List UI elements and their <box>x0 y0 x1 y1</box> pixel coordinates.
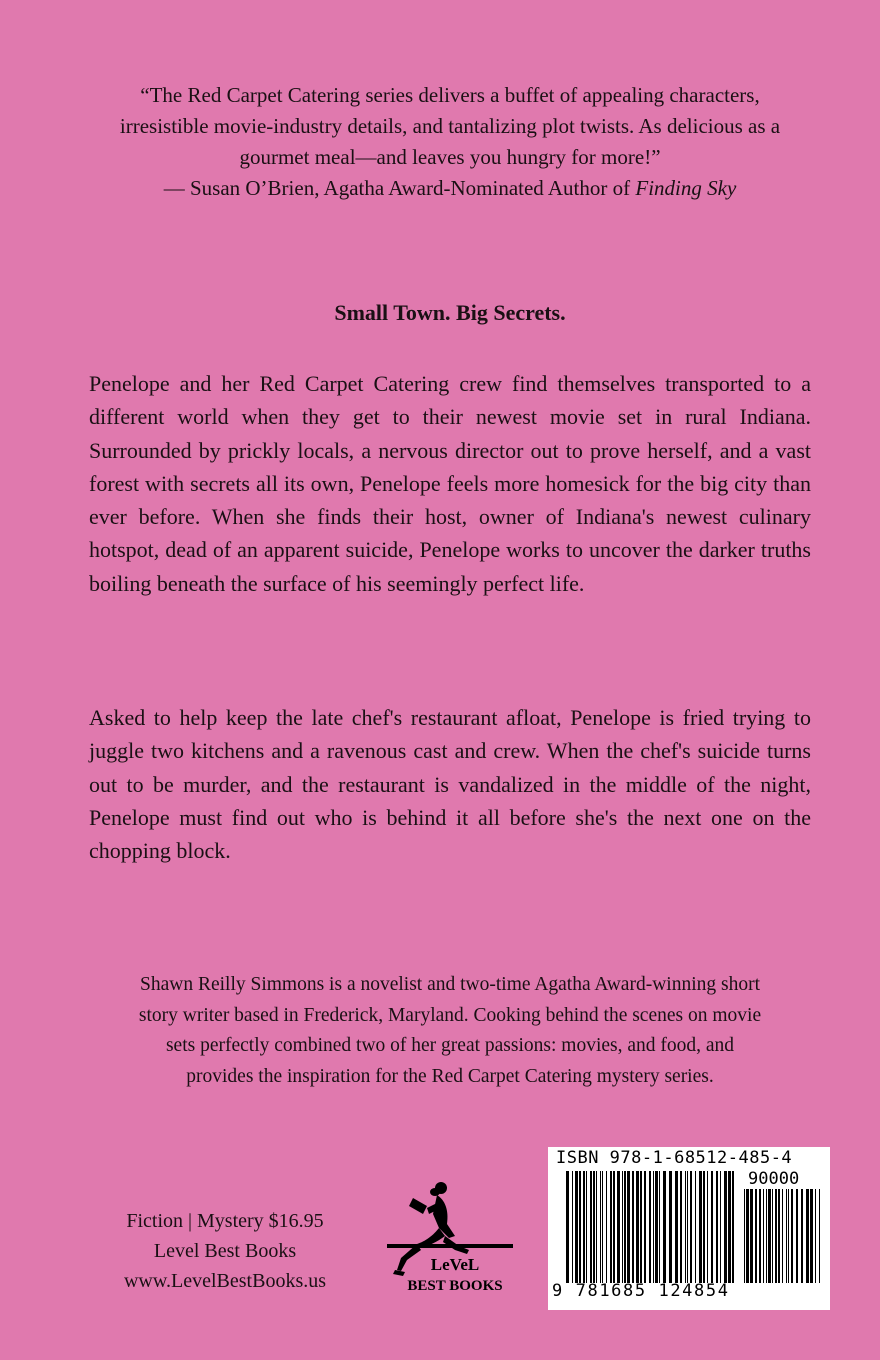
barcode-bar <box>606 1171 607 1283</box>
barcode-bar <box>602 1171 603 1283</box>
synopsis-paragraph-2: Asked to help keep the late chef's restaurant afloat, Penelope is fried trying to juggle two kitchens and a ravenous cast and crew. When the chef's suicide turns out to be murder, and the restaurant is vandalized in the middle of the night, Penelope must find out who is behind it all before she's the next one on the chopping block. <box>89 705 811 864</box>
barcode-bar <box>627 1171 630 1283</box>
quote-attribution-title: Finding Sky <box>635 176 737 200</box>
barcode-bar <box>600 1171 601 1283</box>
barcode-bar <box>653 1171 654 1283</box>
barcode-bar <box>663 1171 666 1283</box>
barcode-bar <box>763 1189 764 1283</box>
barcode-bar <box>590 1171 592 1283</box>
barcode-bar <box>655 1171 658 1283</box>
barcode-bar <box>593 1171 595 1283</box>
barcode-bar <box>782 1189 783 1283</box>
barcode-bar <box>632 1171 634 1283</box>
barcode-bar <box>750 1189 753 1283</box>
barcode-bar <box>610 1171 612 1283</box>
barcode-bar <box>716 1171 718 1283</box>
barcode-bar <box>649 1171 651 1283</box>
price-code: 90000 <box>748 1169 800 1189</box>
barcode-bar <box>675 1171 678 1283</box>
barcode-bar <box>685 1171 686 1283</box>
barcode-bar <box>755 1189 757 1283</box>
publisher-website[interactable]: www.LevelBestBooks.us <box>123 1270 327 1292</box>
barcode-bar <box>690 1171 692 1283</box>
barcode-bar <box>622 1171 623 1283</box>
barcode-bar <box>744 1189 745 1283</box>
barcode-digits: 9 781685 124854 <box>552 1281 730 1301</box>
barcode-bar <box>579 1171 581 1283</box>
barcode-bar <box>732 1171 734 1283</box>
barcode-bar <box>766 1189 767 1283</box>
barcode-bar <box>786 1189 787 1283</box>
barcode-bar <box>636 1171 639 1283</box>
level-best-books-logo <box>383 1180 518 1298</box>
barcode-bar <box>659 1171 660 1283</box>
isbn-barcode <box>548 1147 830 1310</box>
barcode-bar <box>806 1189 809 1283</box>
barcode-bar <box>711 1171 713 1283</box>
barcode-bar <box>613 1171 615 1283</box>
barcode-bars <box>566 1171 738 1283</box>
logo-shelf <box>387 1244 513 1248</box>
barcode-bar <box>687 1171 688 1283</box>
barcode-bar <box>640 1171 642 1283</box>
barcode-bar <box>724 1171 727 1283</box>
barcode-bar <box>596 1171 597 1283</box>
barcode-bar <box>759 1189 761 1283</box>
barcode-bar <box>801 1189 803 1283</box>
barcode-bar <box>566 1171 569 1283</box>
barcode-bar <box>791 1189 793 1283</box>
barcode-bar <box>819 1189 820 1283</box>
barcode-bar <box>768 1189 771 1283</box>
barcode-addon-bars <box>744 1189 822 1283</box>
barcode-bar <box>699 1171 702 1283</box>
barcode-bar <box>815 1189 816 1283</box>
barcode-bar <box>788 1189 789 1283</box>
barcode-bar <box>707 1171 708 1283</box>
barcode-bar <box>796 1189 798 1283</box>
barcode-bar <box>644 1171 646 1283</box>
barcode-bar <box>583 1171 585 1283</box>
barcode-bar <box>778 1189 780 1283</box>
barcode-bar <box>624 1171 626 1283</box>
publisher-info <box>90 1206 360 1296</box>
barcode-bar <box>680 1171 682 1283</box>
barcode-bar <box>810 1189 813 1283</box>
barcode-bar <box>586 1171 587 1283</box>
barcode-bar <box>772 1189 773 1283</box>
quote-attribution <box>110 173 790 204</box>
barcode-bar <box>572 1171 573 1283</box>
barcode-bar <box>746 1189 749 1283</box>
author-bio: Shawn Reilly Simmons is a novelist and two-time Agatha Award-winning short story writer based in Frederick, Maryland. Cooking behind the scenes on movie sets perfectly combined two of her great passions: movies, and food, and provides the inspiration for the Red Carpet Catering mystery series. <box>138 974 762 1087</box>
tagline: Small Town. Big Secrets. <box>334 300 566 325</box>
barcode-bar <box>695 1171 696 1283</box>
synopsis-paragraph-1: Penelope and her Red Carpet Catering crew find themselves transported to a different world when they get to their newest movie set in rural Indiana. Surrounded by prickly locals, a nervous director out to prove herself, and a vast forest with secrets all its own, Penelope feels more homesick for the big city than ever before. When she finds their host, owner of Indiana's newest culinary hotspot, dead of an apparent suicide, Penelope works to uncover the darker truths boiling beneath the surface of his seemingly perfect life. <box>89 371 811 596</box>
review-quote <box>110 80 790 204</box>
quote-attribution-author: — Susan O’Brien, Agatha Award-Nominated Author of <box>163 176 631 200</box>
barcode-bar <box>720 1171 721 1283</box>
publisher-name: Level Best Books <box>153 1240 297 1262</box>
barcode-bar <box>775 1189 777 1283</box>
logo-line1: LeVeL <box>430 1255 480 1274</box>
logo-line2: BEST BOOKS <box>407 1278 503 1294</box>
barcode-bar <box>703 1171 705 1283</box>
quote-text: “The Red Carpet Catering series delivers a buffet of appealing characters, irresistible movie-industry details, and tantalizing plot twists. As delicious as a gourmet meal—and leaves you hungry for more!” <box>119 83 781 169</box>
barcode-bar <box>728 1171 731 1283</box>
isbn-label: ISBN 978-1-68512-485-4 <box>556 1148 793 1168</box>
genre-price: Fiction | Mystery $16.95 <box>126 1210 324 1232</box>
barcode-bar <box>669 1171 672 1283</box>
barcode-bar <box>575 1171 578 1283</box>
barcode-bar <box>617 1171 620 1283</box>
